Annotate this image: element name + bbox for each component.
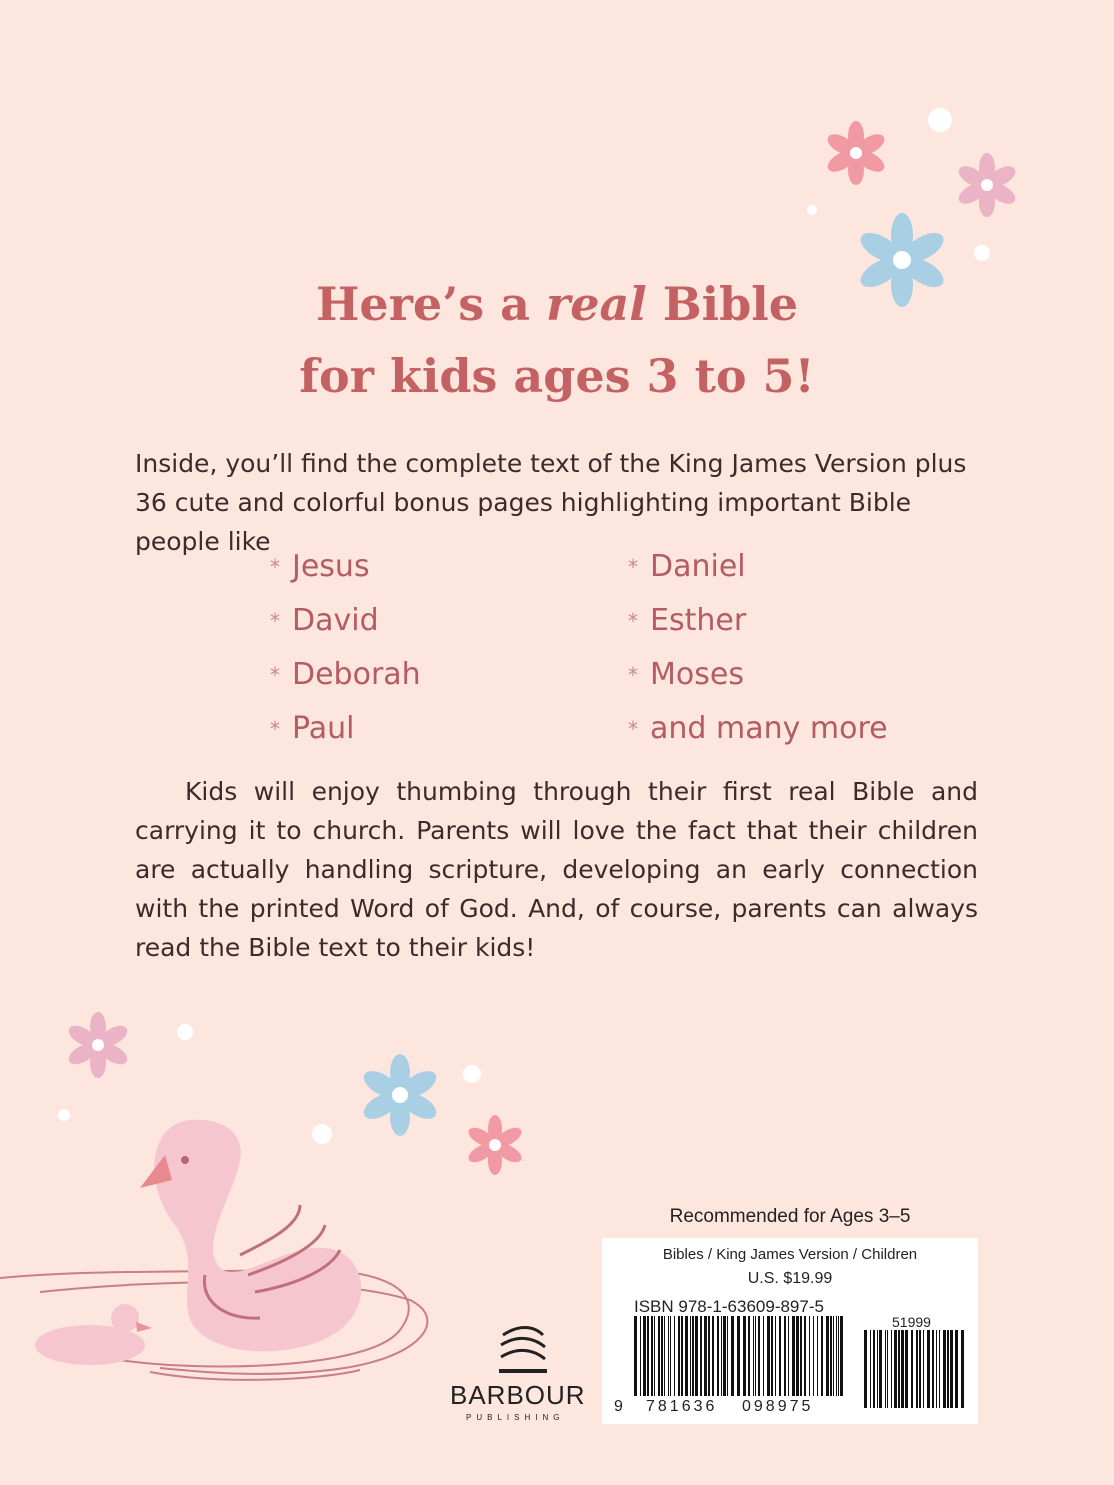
headline-text: Bible — [646, 277, 799, 331]
headline-text: Here’s a — [315, 277, 546, 331]
asterisk-icon: * — [628, 555, 638, 579]
barcode-bar — [877, 1330, 878, 1408]
barcode-bar — [864, 1330, 867, 1408]
asterisk-icon: * — [270, 717, 280, 741]
barcode-bar — [763, 1316, 764, 1396]
barcode-bar — [643, 1316, 646, 1396]
barcode-bar — [833, 1316, 834, 1396]
barcode-bar — [681, 1316, 683, 1396]
barcode-bar — [692, 1316, 694, 1396]
barcode-bar — [708, 1316, 710, 1396]
barcode-bar — [690, 1316, 691, 1396]
headline-line-2: for kids ages 3 to 5! — [299, 349, 815, 403]
barcode — [634, 1316, 844, 1408]
list-item — [270, 702, 421, 756]
barcode-bar — [943, 1330, 946, 1408]
asterisk-icon: * — [628, 609, 638, 633]
body-paragraph: Kids will enjoy thumbing through their first real Bible and carrying it to church. Parents will love the fact that their children are actually handling scripture, developing an early connection with the printed Word of God. And, of course, parents can always read the Bible text to their kids! — [135, 777, 978, 962]
barcode-bar — [771, 1316, 773, 1396]
barcode-bar — [712, 1316, 714, 1396]
barcode-bar — [743, 1316, 746, 1396]
people-list-left — [270, 540, 421, 756]
barcode-bar — [674, 1316, 675, 1396]
barcode-bar — [891, 1330, 892, 1408]
people-list-right — [628, 540, 888, 756]
list-item — [270, 540, 421, 594]
barcode-bar — [651, 1316, 653, 1396]
barcode-digits-right: 098975 — [742, 1398, 814, 1415]
barcode-bar — [737, 1316, 740, 1396]
barcode-bar — [961, 1330, 964, 1408]
barcode-bar — [755, 1316, 756, 1396]
headline-line-1 — [0, 268, 1114, 340]
barcode-bar — [727, 1316, 728, 1396]
barcode-bar — [695, 1316, 698, 1396]
barcode-bar — [947, 1330, 949, 1408]
barcode-bar — [898, 1330, 900, 1408]
barcode-bar — [704, 1316, 707, 1396]
flower-icon — [955, 153, 1018, 217]
barcode-bar — [817, 1316, 818, 1396]
barcode-bar — [809, 1316, 810, 1396]
barcode-bar — [800, 1316, 802, 1396]
barcode-bar — [813, 1316, 814, 1396]
barbour-logo-icon — [493, 1315, 553, 1377]
person-name: David — [292, 603, 379, 638]
barcode-bar — [784, 1316, 786, 1396]
list-item — [270, 594, 421, 648]
barcode-bar — [927, 1330, 930, 1408]
barcode-bar — [955, 1330, 958, 1408]
list-item — [628, 594, 888, 648]
person-name: Deborah — [292, 657, 421, 692]
barcode-bar — [840, 1316, 843, 1396]
barcode-bar — [788, 1316, 789, 1396]
barcode-bar — [767, 1316, 770, 1396]
barcode-label — [602, 1238, 978, 1424]
category-text: Bibles / King James Version / Children — [662, 1246, 918, 1263]
barcode-bar — [936, 1330, 937, 1408]
barcode-bar — [894, 1330, 897, 1408]
asterisk-icon: * — [628, 663, 638, 687]
barcode-bar — [916, 1330, 918, 1408]
barcode-bar — [950, 1330, 953, 1408]
barcode-bar — [654, 1316, 655, 1396]
person-name: Moses — [650, 657, 744, 692]
barcode-bar — [731, 1316, 734, 1396]
person-name: Paul — [292, 711, 355, 746]
barcode-bar — [796, 1316, 799, 1396]
barcode-bar — [919, 1330, 921, 1408]
barcode-bar — [932, 1330, 934, 1408]
barcode-bar — [664, 1316, 665, 1396]
barcode-bar — [911, 1330, 913, 1408]
barcode-bar — [661, 1316, 663, 1396]
person-name: Daniel — [650, 549, 746, 584]
barcode-bar — [775, 1316, 776, 1396]
barcode-bar — [717, 1316, 719, 1396]
barcode-bar — [879, 1330, 882, 1408]
barcode-bar — [804, 1316, 806, 1396]
barcode-bar — [670, 1316, 671, 1396]
flower-icon — [824, 121, 887, 185]
barcode-bar — [685, 1316, 688, 1396]
barcode-bar — [792, 1316, 795, 1396]
publisher-subtitle: PUBLISHING — [466, 1413, 565, 1422]
barcode-bar — [779, 1316, 781, 1396]
barcode-bar — [939, 1330, 940, 1408]
barcode-bar — [721, 1316, 722, 1396]
flower-icon — [359, 1054, 440, 1136]
asterisk-icon: * — [628, 717, 638, 741]
barcode-bar — [873, 1330, 875, 1408]
barcode-bar — [905, 1330, 908, 1408]
barcode-bar — [700, 1316, 702, 1396]
price-code-text: 51999 — [892, 1314, 931, 1330]
asterisk-icon: * — [270, 609, 280, 633]
price-text: U.S. $19.99 — [747, 1270, 833, 1287]
barcode-bar — [758, 1316, 760, 1396]
barcode-bar — [748, 1316, 750, 1396]
list-item — [270, 648, 421, 702]
flower-icon — [65, 1012, 130, 1078]
barcode-addon — [864, 1330, 968, 1410]
asterisk-icon: * — [270, 663, 280, 687]
barcode-bar — [640, 1316, 641, 1396]
flower-icon — [466, 1115, 525, 1175]
list-item — [628, 540, 888, 594]
asterisk-icon: * — [270, 555, 280, 579]
isbn-text: ISBN 978-1-63609-897-5 — [634, 1297, 824, 1316]
barcode-digit-lead: 9 — [614, 1398, 623, 1415]
barcode-bar — [668, 1316, 669, 1396]
publisher-name: BARBOUR — [450, 1380, 586, 1410]
barcode-digits-left: 781636 — [646, 1398, 718, 1415]
barcode-bar — [838, 1316, 839, 1396]
intro-paragraph: Inside, you’ll find the complete text of the King James Version plus 36 cute and colorful bonus pages highlighting important Bible people like — [135, 449, 967, 556]
barcode-bar — [658, 1316, 660, 1396]
barcode-bar — [870, 1330, 871, 1408]
barcode-bar — [634, 1316, 637, 1396]
barcode-bar — [678, 1316, 680, 1396]
headline — [0, 268, 1114, 412]
barcode-bar — [885, 1330, 886, 1408]
list-item — [628, 702, 888, 756]
list-item — [628, 648, 888, 702]
headline-emphasis: real — [545, 277, 647, 331]
barcode-bar — [647, 1316, 649, 1396]
barcode-bar — [826, 1316, 829, 1396]
person-name: Jesus — [292, 549, 370, 584]
person-name: Esther — [650, 603, 747, 638]
person-name: and many more — [650, 711, 888, 746]
barcode-bar — [923, 1330, 924, 1408]
barcode-bar — [836, 1316, 837, 1396]
barcode-bar — [830, 1316, 832, 1396]
barcode-bar — [723, 1316, 726, 1396]
age-recommendation: Recommended for Ages 3–5 — [669, 1206, 911, 1227]
barcode-bar — [901, 1330, 904, 1408]
barcode-bar — [753, 1316, 754, 1396]
barcode-bar — [887, 1330, 888, 1408]
barcode-bar — [821, 1316, 823, 1396]
